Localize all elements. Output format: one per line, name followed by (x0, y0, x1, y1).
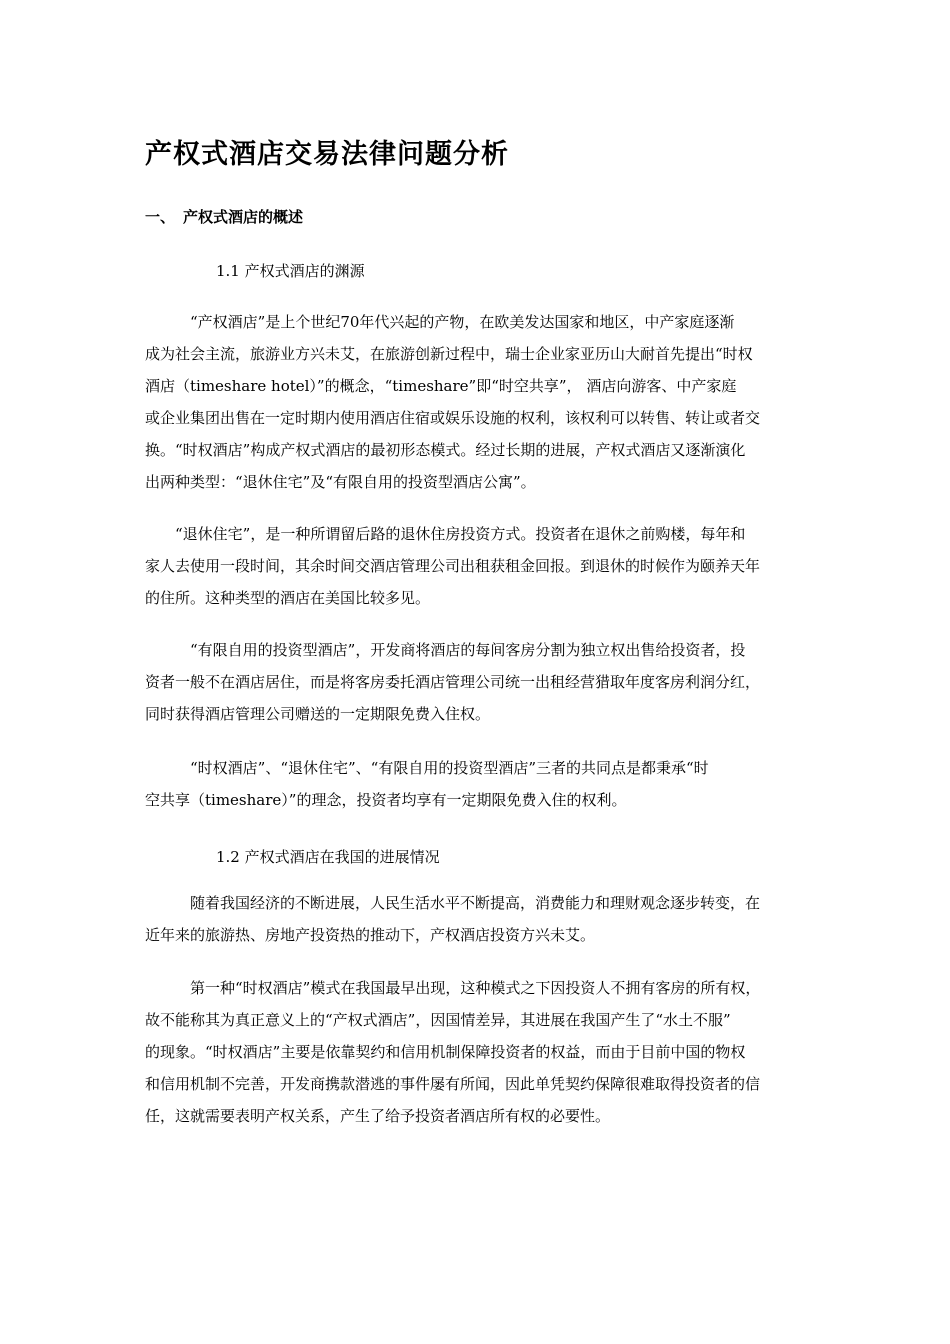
text-line: 换。“时权酒店”构成产权式酒店的最初形态模式。经过长期的进展，产权式酒店又逐渐演化 (145, 441, 746, 459)
text-line: 同时获得酒店管理公司赠送的一定期限免费入住权。 (145, 705, 491, 723)
text-line: “有限自用的投资型酒店”，开发商将酒店的每间客房分割为独立权出售给投资者，投 (145, 641, 746, 659)
text-line: 第一种“时权酒店”模式在我国最早出现，这种模式之下因投资人不拥有客房的所有权， (145, 979, 761, 997)
text-line: 的住所。这种类型的酒店在美国比较多见。 (145, 589, 431, 607)
paragraph-retirement (145, 518, 815, 614)
text-line: 故不能称其为真正意义上的“产权式酒店”，因国情差异，其进展在我国产生了“水土不服” (145, 1011, 731, 1029)
text-line: “产权酒店”是上个世纪70年代兴起的产物，在欧美发达国家和地区，中产家庭逐渐 (145, 313, 735, 331)
paragraph-development (145, 887, 815, 951)
paragraph-timeshare-model (145, 972, 815, 1132)
text-line: 空共享（timeshare）”的理念，投资者均享有一定期限免费入住的权利。 (145, 791, 627, 809)
subsection-heading-1-1: 1.1 产权式酒店的渊源 (216, 262, 365, 280)
paragraph-common-points (145, 752, 815, 816)
text-line: “时权酒店”、“退休住宅”、“有限自用的投资型酒店”三者的共同点是都秉承“时 (145, 759, 709, 777)
text-line: 资者一般不在酒店居住，而是将客房委托酒店管理公司统一出租经营猎取年度客房利润分红， (145, 673, 761, 691)
text-line: 酒店（timeshare hotel）”的概念，“timeshare”即“时空共享”， 酒店向游客、中产家庭 (145, 377, 737, 395)
text-line: 任，这就需要表明产权关系，产生了给予投资者酒店所有权的必要性。 (145, 1107, 611, 1125)
document-title: 产权式酒店交易法律问题分析 (145, 139, 509, 170)
text-line: 和信用机制不完善，开发商携款潜逃的事件屡有所闻，因此单凭契约保障很难取得投资者的信 (145, 1075, 761, 1093)
section-heading (145, 206, 303, 227)
text-line: 近年来的旅游热、房地产投资热的推动下，产权酒店投资方兴未艾。 (145, 926, 596, 944)
text-line: 出两种类型：“退休住宅”及“有限自用的投资型酒店公寓”。 (145, 473, 536, 491)
paragraph-origin (145, 306, 815, 498)
section-number: 一、 (145, 208, 176, 226)
text-line: 或企业集团出售在一定时期内使用酒店住宿或娱乐设施的权利，该权利可以转售、转让或者交 (145, 409, 761, 427)
paragraph-investment-hotel (145, 634, 815, 730)
section-label: 产权式酒店的概述 (183, 208, 304, 226)
subsection-heading-1-2: 1.2 产权式酒店在我国的进展情况 (216, 848, 440, 866)
text-line: 随着我国经济的不断进展，人民生活水平不断提高，消费能力和理财观念逐步转变，在 (145, 894, 761, 912)
text-line: “退休住宅”，是一种所谓留后路的退休住房投资方式。投资者在退休之前购楼，每年和 (145, 525, 746, 543)
text-line: 成为社会主流，旅游业方兴未艾，在旅游创新过程中，瑞士企业家亚历山大耐首先提出“时权 (145, 345, 753, 363)
text-line: 的现象。“时权酒店”主要是依靠契约和信用机制保障投资者的权益，而由于目前中国的物权 (145, 1043, 746, 1061)
text-line: 家人去使用一段时间，其余时间交酒店管理公司出租获租金回报。到退休的时候作为颐养天年 (145, 557, 761, 575)
